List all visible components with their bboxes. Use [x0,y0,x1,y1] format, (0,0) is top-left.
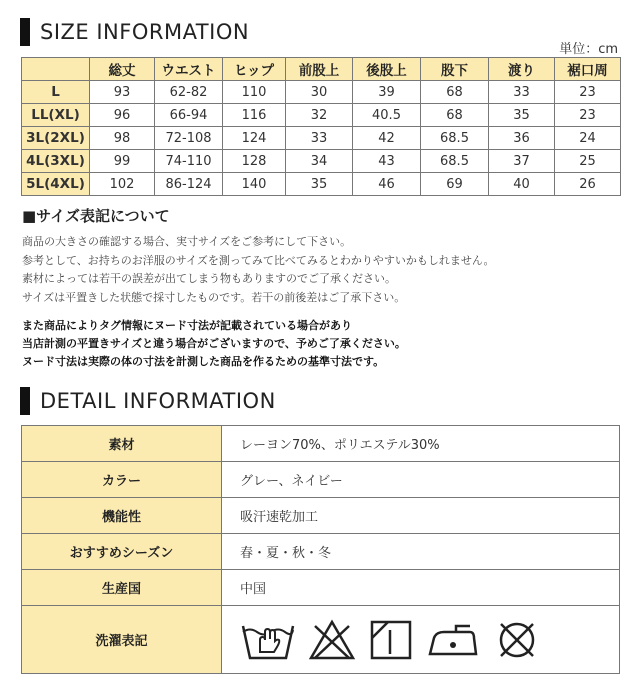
size-cell: 68.5 [421,127,489,150]
size-header-cell: 渡り [489,58,555,81]
size-cell: 42 [353,127,421,150]
size-row-label: 5L(4XL) [22,173,90,196]
size-cell: 40 [489,173,555,196]
detail-table [21,425,620,674]
detail-value: 中国 [222,570,620,606]
size-cell: 26 [555,173,621,196]
size-row-label: L [22,81,90,104]
size-header-cell: 股下 [421,58,489,81]
size-table-row [22,104,621,127]
size-section-title: SIZE INFORMATION [40,20,250,44]
size-cell: 74-110 [155,150,223,173]
detail-row-color [22,462,620,498]
size-table-row [22,150,621,173]
size-cell: 68 [421,81,489,104]
note-line: 商品の大きさの確認する場合、実寸サイズをご参考にして下さい。 [22,235,352,248]
detail-value: 春・夏・秋・冬 [222,534,620,570]
size-cell: 33 [286,127,353,150]
detail-row-function [22,498,620,534]
hand-wash-icon [240,618,296,662]
size-cell: 93 [90,81,155,104]
detail-label: カラー [22,462,222,498]
detail-label: おすすめシーズン [22,534,222,570]
detail-row-care [22,606,620,674]
detail-label: 洗濯表記 [22,606,222,674]
size-cell: 37 [489,150,555,173]
size-cell: 98 [90,127,155,150]
detail-label: 生産国 [22,570,222,606]
size-cell: 23 [555,104,621,127]
detail-row-origin [22,570,620,606]
size-cell: 140 [223,173,286,196]
size-cell: 35 [489,104,555,127]
size-row-label: 3L(2XL) [22,127,90,150]
detail-row-material [22,426,620,462]
bold-note-line: ヌード寸法は実際の体の寸法を計測した商品を作るための基準寸法です。 [22,355,385,368]
size-row-label: LL(XL) [22,104,90,127]
size-cell: 86-124 [155,173,223,196]
size-cell: 46 [353,173,421,196]
size-cell: 43 [353,150,421,173]
size-cell: 23 [555,81,621,104]
size-cell: 72-108 [155,127,223,150]
size-cell: 99 [90,150,155,173]
detail-section-title: DETAIL INFORMATION [40,389,276,413]
no-dry-clean-icon [494,618,540,662]
detail-label: 素材 [22,426,222,462]
no-bleach-icon [308,618,356,662]
detail-value: グレー、ネイビー [222,462,620,498]
unit-label: 単位：cm [559,42,618,57]
size-cell: 66-94 [155,104,223,127]
bold-note-line: また商品によりタグ情報にヌード寸法が記載されている場合があり [22,319,352,332]
size-header-cell: 後股上 [353,58,421,81]
size-cell: 69 [421,173,489,196]
size-cell: 110 [223,81,286,104]
detail-value: レーヨン70%、ポリエステル30% [222,426,620,462]
care-icons-cell [222,606,620,674]
size-cell: 39 [353,81,421,104]
size-header-cell: ヒップ [223,58,286,81]
size-table [21,57,621,196]
header-bar [20,387,30,415]
size-table-row [22,81,621,104]
size-table-row [22,173,621,196]
size-cell: 124 [223,127,286,150]
note-line: 素材によっては若干の誤差が出てしまう物もありますのでご了承ください。 [22,272,396,285]
size-notes-title: ■サイズ表記について [22,207,170,225]
size-section-header [20,18,249,46]
size-cell: 24 [555,127,621,150]
size-cell: 30 [286,81,353,104]
size-cell: 35 [286,173,353,196]
size-table-row [22,127,621,150]
size-cell: 36 [489,127,555,150]
detail-section-header [20,387,276,415]
size-header-cell: 裾口周 [555,58,621,81]
size-header-cell: 総丈 [90,58,155,81]
size-cell: 68 [421,104,489,127]
size-cell: 33 [489,81,555,104]
size-cell: 68.5 [421,150,489,173]
size-notes [22,233,495,307]
size-row-label: 4L(3XL) [22,150,90,173]
size-cell: 25 [555,150,621,173]
size-cell: 40.5 [353,104,421,127]
size-table-header-row [22,58,621,81]
size-cell: 128 [223,150,286,173]
size-cell: 62-82 [155,81,223,104]
detail-value: 吸汗速乾加工 [222,498,620,534]
detail-row-season [22,534,620,570]
nude-size-notes [22,317,406,371]
header-bar [20,18,30,46]
size-cell: 102 [90,173,155,196]
size-cell: 32 [286,104,353,127]
size-header-cell [22,58,90,81]
care-icons [240,618,619,662]
iron-low-icon [426,618,482,662]
detail-label: 機能性 [22,498,222,534]
size-header-cell: 前股上 [286,58,353,81]
size-cell: 96 [90,104,155,127]
dry-flat-icon [368,618,414,662]
note-line: サイズは平置きした状態で採寸したものです。若干の前後差はご了承下さい。 [22,290,406,304]
size-cell: 116 [223,104,286,127]
size-cell: 34 [286,150,353,173]
bold-note-line: 当店計測の平置きサイズと違う場合がございますので、予めご了承ください。 [22,337,406,350]
note-line: 参考として、お持ちのお洋服のサイズを測ってみて比べてみるとわかりやすいかもしれません。 [22,253,495,267]
size-header-cell: ウエスト [155,58,223,81]
